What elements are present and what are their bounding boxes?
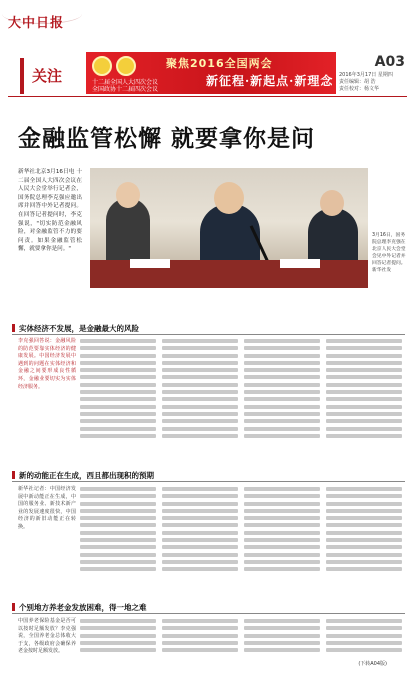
nameplate (130, 259, 170, 268)
continued-note: (下转A04版) (358, 661, 387, 667)
newspaper-logo: 大中日报 (8, 16, 65, 31)
body-text-block (80, 619, 402, 659)
section-heading: 实体经济不发展，是金融最大的风险 (12, 323, 139, 334)
page-number: A03 (374, 54, 405, 70)
national-emblem-icon (92, 56, 112, 76)
section-lede: 新华社记者：中国经济发展中新动能正在生成，中国的服务业、新技术新产业的发展速度很快，中国经济的新旧动能正在转换。 (18, 486, 76, 530)
nameplate (280, 259, 320, 268)
banner-title: 聚焦2016全国两会 (166, 57, 273, 70)
body-text-block (80, 339, 402, 449)
photo-figure (214, 182, 244, 214)
cppcc-emblem-icon (116, 56, 136, 76)
photo-figure (116, 182, 140, 208)
section-rule (12, 334, 405, 335)
banner-slogan: 新征程·新起点·新理念 (206, 74, 334, 88)
photo-caption: 3月16日，国务院总理李克强在北京人民大会堂会见中外记者并回答记者提问。新华社发 (372, 233, 406, 273)
page-meta: 2016年3月17日 星期四 责任编辑：胡 浩 责任校对：杨文华 (339, 72, 393, 92)
two-sessions-banner (86, 52, 336, 94)
photo-figure (106, 198, 150, 268)
page-headline: 金融监管松懈 就要拿你是问 (18, 125, 316, 152)
news-photo (90, 168, 368, 288)
section-heading: 新的动能正在生成，西且都出现积的预期 (12, 470, 154, 481)
lead-paragraph: 新华社北京3月16日电 十二届全国人大四次会议在人民大会堂举行记者会，国务院总理李克强应邀出席并回答中外记者提问。在回答记者提问时，李克强说，"切实防范金融风险，对金融监管不力的要问责。如果金融监管松懈，就要拿你是问。" (18, 169, 82, 253)
section-rule (12, 613, 405, 614)
section-lede: 李克强回答说：金融风险的防范要靠实体经济的健康发展。中国经济发展中遇到的问题在实体经济和金融之间要形成良性循环，金融业要切实为实体经济服务。 (18, 338, 76, 390)
section-lede: 中国养老保险基金是否可以按时足额发放？李克强说，全国养老金总体收大于支，各级政府会确保养老金按时足额发放。 (18, 618, 76, 655)
header-rule (8, 96, 407, 97)
section-heading: 个别地方养老金发放困难，得一地之难 (12, 602, 147, 613)
section-label: 关注 (20, 58, 72, 94)
body-text-block (80, 487, 402, 579)
banner-subtitle: 十二届全国人大四次会议 全国政协十二届四次会议 (92, 79, 159, 93)
photo-figure (320, 190, 344, 216)
section-rule (12, 481, 405, 482)
